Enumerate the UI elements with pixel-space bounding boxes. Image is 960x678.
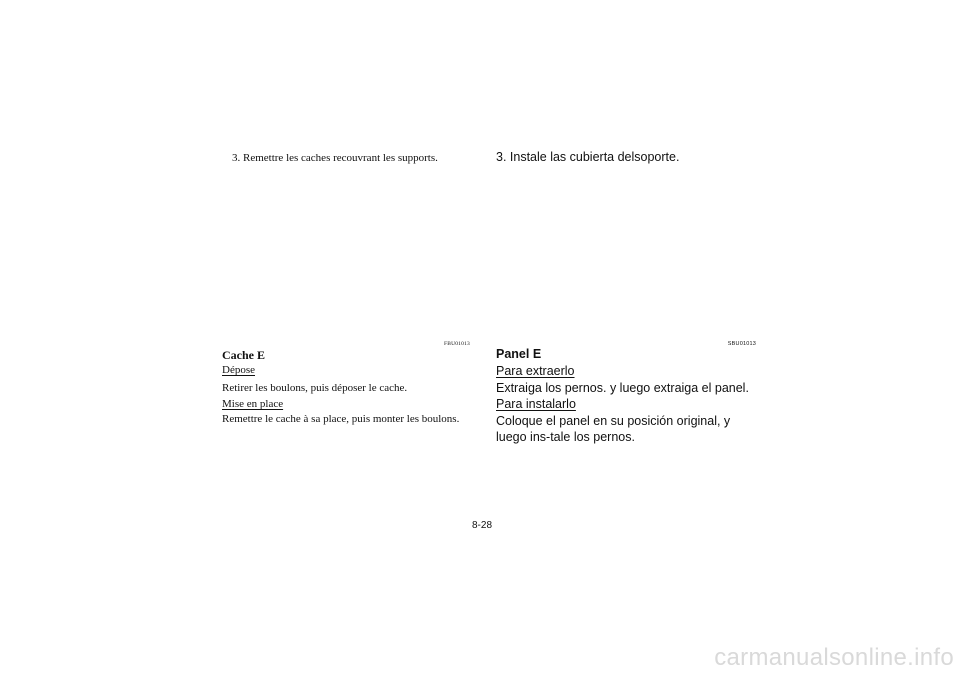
french-removal-label: Dépose [222, 364, 255, 376]
spanish-removal-text: Extraiga los pernos. y luego extraiga el panel. [496, 381, 749, 395]
spanish-section-code: SBU01013 [727, 341, 756, 347]
spanish-install-text: Coloque el panel en su posición original, y luego ins-tale los pernos. [496, 414, 731, 444]
spanish-section-heading: Panel E [496, 347, 542, 361]
french-section-heading: Cache E [222, 348, 265, 362]
french-step-3: 3. Remettre les caches recouvrant les supports. [232, 152, 438, 164]
page-number: 8-28 [472, 520, 493, 531]
french-section-code: FBU01013 [443, 341, 470, 347]
spanish-step-3: 3. Instale las cubierta delsoporte. [496, 150, 680, 164]
watermark: carmanualsonline.info [714, 644, 954, 671]
french-install-text: Remettre le cache à sa place, puis monter les boulons. [222, 413, 460, 425]
french-install-label: Mise en place [222, 398, 284, 410]
spanish-removal-label: Para extraerlo [496, 364, 575, 378]
spanish-install-label: Para instalarlo [496, 397, 576, 411]
french-removal-text: Retirer les boulons, puis déposer le cache. [222, 382, 408, 394]
